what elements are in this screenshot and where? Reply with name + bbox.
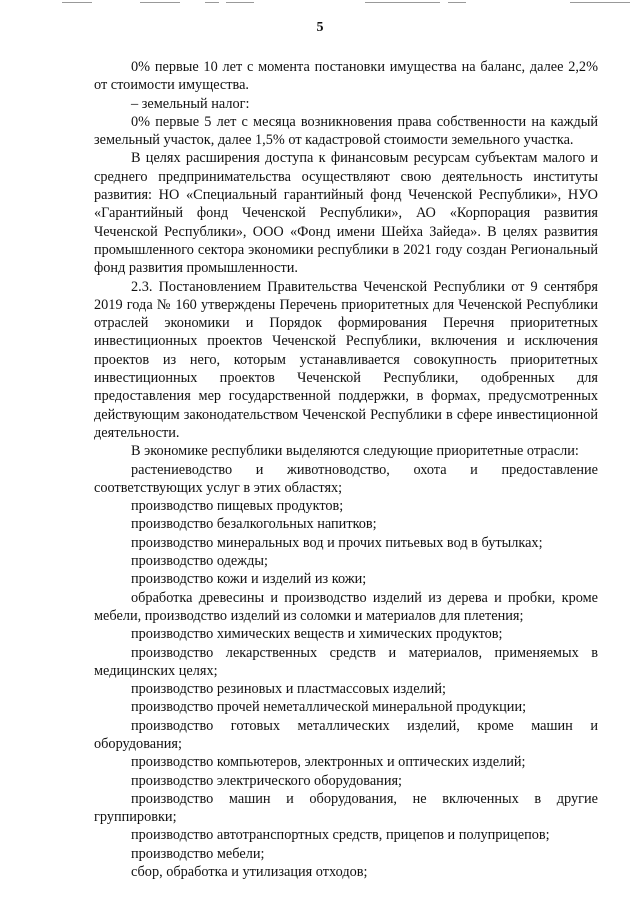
- list-item: сбор, обработка и утилизация отходов;: [131, 864, 368, 881]
- list-item: производство компьютеров, электронных и оптических изделий;: [131, 754, 526, 771]
- list-item: производство кожи и изделий из кожи;: [131, 571, 367, 588]
- list-item: производство безалкогольных напитков;: [131, 516, 377, 533]
- page-number: 5: [316, 20, 324, 35]
- list-item: производство резиновых и пластмассовых изделий;: [131, 681, 446, 698]
- list-item: производство машин и оборудования, не включенных в другие группировки;: [94, 790, 598, 826]
- paragraph: 0% первые 10 лет с момента постановки имущества на баланс, далее 2,2% от стоимости имущества.: [94, 59, 598, 94]
- list-item: производство химических веществ и химических продуктов;: [131, 626, 503, 643]
- paragraph: – земельный налог:: [131, 95, 250, 112]
- list-item: производство лекарственных средств и материалов, применяемых в медицинских целях;: [94, 644, 598, 679]
- list-item: производство автотранспортных средств, прицепов и полуприцепов;: [131, 827, 550, 844]
- paragraph: В целях расширения доступа к финансовым ресурсам субъектам малого и среднего предпринимательства осуществляют свою деятельность институты развития: НО «Специальный гарантийный фонд Чеченской Республики», НУО «Гарантийный фонд Чеченской Республики», АО «Корпорация развития Чеченской Республики», ООО «Фонд имени Шейха Зайеда». В целях развития промышленного сектора экономики республики в 2021 году создан Региональный фонд развития промышленности.: [94, 150, 598, 277]
- scan-artifact-strip: [0, 0, 640, 8]
- list-item: обработка древесины и производство изделий из дерева и пробки, кроме мебели, производство изделий из соломки и материалов для плетения;: [94, 589, 598, 624]
- list-item: производство мебели;: [131, 845, 265, 862]
- list-item: производство одежды;: [131, 553, 268, 570]
- list-item: производство пищевых продуктов;: [131, 498, 344, 515]
- list-item: производство прочей неметаллической минеральной продукции;: [131, 699, 527, 716]
- document-body: [94, 58, 598, 881]
- list-item: производство электрического оборудования;: [131, 772, 403, 789]
- paragraph: В экономике республики выделяются следующие приоритетные отрасли:: [131, 443, 579, 460]
- paragraph: 0% первые 5 лет с месяца возникновения права собственности на каждый земельный участок, далее 1,5% от кадастровой стоимости земельного участка.: [94, 113, 598, 149]
- list-item: производство готовых металлических изделий, кроме машин и оборудования;: [94, 717, 598, 752]
- list-item: растениеводство и животноводство, охота и предоставление соответствующих услуг в этих областях;: [94, 461, 598, 496]
- list-item: производство минеральных вод и прочих питьевых вод в бутылках;: [131, 534, 543, 551]
- paragraph: 2.3. Постановлением Правительства Чеченской Республики от 9 сентября 2019 года № 160 утверждены Перечень приоритетных для Чеченской Республики отраслей экономики и Порядок формирования Перечня приоритетных инвестиционных проектов Чеченской Республики, включения и исключения проектов из него, которым устанавливается совокупность приоритетных инвестиционных проектов Чеченской Республики, одобренных для предоставления мер государственной поддержки, в формах, предусмотренных действующим законодательством Чеченской Республики в сфере инвестиционной деятельности.: [94, 278, 598, 441]
